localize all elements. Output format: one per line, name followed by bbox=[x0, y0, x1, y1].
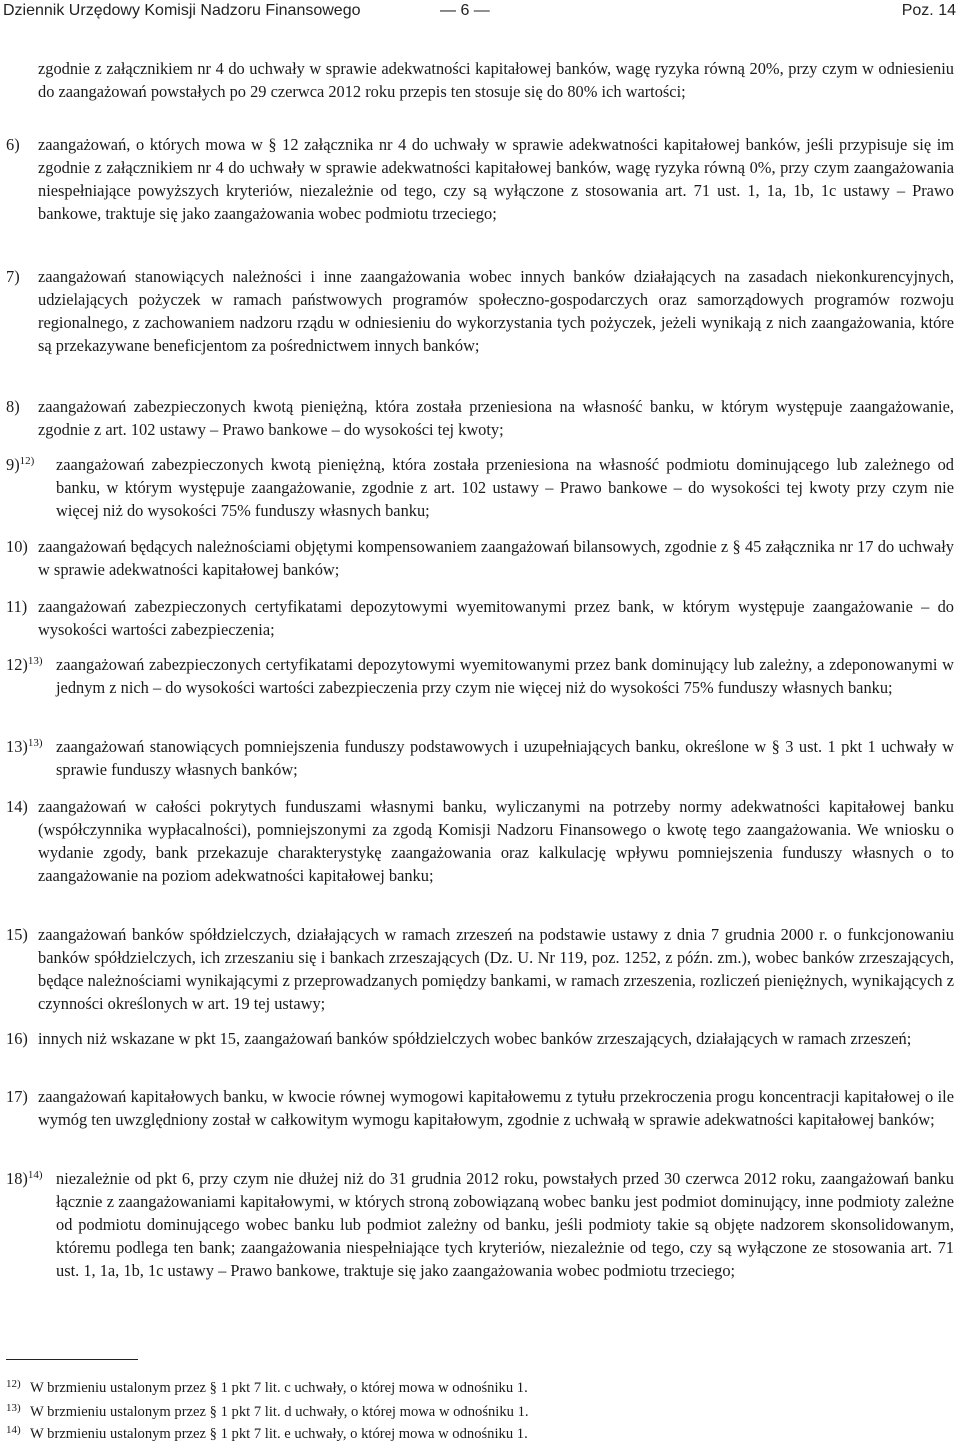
item-number: 15) bbox=[6, 925, 28, 944]
footnote-13 bbox=[6, 1402, 946, 1422]
footnote-divider bbox=[6, 1359, 138, 1360]
list-item-18 bbox=[6, 1167, 954, 1282]
item-number: 8) bbox=[6, 397, 20, 416]
item-text: zaangażowań zabezpieczonych certyfikatami depozytowymi wyemitowanymi przez bank dominujący lub zależny, a zdeponowanymi w jednym z nich – do wysokości wartości zabezpieczenia przy czym nie więcej niż do wysokości 75% funduszy własnych banku; bbox=[56, 655, 954, 697]
list-item-6 bbox=[6, 133, 954, 225]
list-item-16 bbox=[6, 1027, 954, 1050]
list-item-15 bbox=[6, 923, 954, 1015]
item-number: 17) bbox=[6, 1087, 28, 1106]
intro-paragraph: zgodnie z załącznikiem nr 4 do uchwały w sprawie adekwatności kapitałowej banków, wagę ryzyka równą 20%, przy czym w odniesieniu do zaangażowań powstałych po 29 czerwca 2012 roku przepis ten stosuje się do 80% ich wartości; bbox=[38, 59, 954, 101]
list-item-17 bbox=[6, 1085, 954, 1131]
item-text: zaangażowań stanowiących należności i inne zaangażowania wobec innych banków działających na zasadach niekonkurencyjnych, udzielających pożyczek w ramach państwowych programów społeczno-gospodarczych oraz samorządowych programów rozwoju regionalnego, z zachowaniem nadzoru rządu w odniesieniu do wykorzystania tych pożyczek, jeżeli wynikają z nich zaangażowania, które są przekazywane beneficjentom za pośrednictwem innych banków; bbox=[38, 267, 954, 355]
list-item-9 bbox=[6, 453, 954, 522]
footnote-number: 12) bbox=[6, 1378, 21, 1390]
footnote-14 bbox=[6, 1424, 946, 1444]
item-text: zaangażowań banków spółdzielczych, działających w ramach zrzeszeń na podstawie ustawy z dnia 7 grudnia 2000 r. o funkcjonowaniu banków spółdzielczych, ich zrzeszaniu się i bankach zrzeszających (Dz. U. Nr 119, poz. 1252, z późn. zm.), wobec banków zrzeszających, będące należnościami wynikającymi z przeprowadzanych pomiędzy bankami, w ramach zrzeszenia, rozliczeń pieniężnych, wynikających z czynności określonych w art. 19 tej ustawy; bbox=[38, 925, 954, 1013]
item-number: 10) bbox=[6, 537, 28, 556]
list-item-13 bbox=[6, 735, 954, 781]
item-text: zaangażowań zabezpieczonych kwotą pieniężną, która została przeniesiona na własność banku, w którym występuje zaangażowanie, zgodnie z art. 102 ustawy – Prawo bankowe – do wysokości tej kwoty; bbox=[38, 397, 954, 439]
list-item-12 bbox=[6, 653, 954, 699]
list-item-14 bbox=[6, 795, 954, 887]
item-number: 11) bbox=[6, 597, 28, 616]
item-text: zaangażowań w całości pokrytych funduszami własnymi banku, wyliczanymi na potrzeby normy adekwatności kapitałowej banku (współczynnika wypłacalności), pomniejszonymi za zgodą Komisji Nadzoru Finansowego o kwotę tego zaangażowania. We wniosku o wydanie zgody, bank przekazuje charakterystykę zaangażowania oraz kalkulację wpływu pomniejszenia funduszy własnych o to zaangażowanie na poziom adekwatności kapitałowej banku; bbox=[38, 797, 954, 885]
item-number: 18)$^{14)}$ bbox=[6, 1169, 43, 1188]
item-text: zaangażowań stanowiących pomniejszenia funduszy podstawowych i uzupełniających banku, określone w § 3 ust. 1 pkt 1 uchwały w sprawie funduszy własnych banków; bbox=[56, 737, 954, 779]
item-number: 16) bbox=[6, 1029, 28, 1048]
item-text: zaangażowań kapitałowych banku, w kwocie równej wymogowi kapitałowemu z tytułu przekroczenia progu koncentracji kapitałowej o ile wymóg ten uwzględniony został w całkowitym wymogu kapitałowym, zgodnie z uchwałą w sprawie adekwatności kapitałowej banków; bbox=[38, 1087, 954, 1129]
list-item-11 bbox=[6, 595, 954, 641]
item-text: niezależnie od pkt 6, przy czym nie dłużej niż do 31 grudnia 2012 roku, powstałych przed 30 czerwca 2012 roku, zaangażowań banku łącznie z zaangażowaniami kapitałowymi, w których stroną zobowiązaną wobec banku jest podmiot dominujący, inne podmioty zależne od podmiotu dominującego wobec banku lub podmiot zależny od banku, jeśli podmioty takie są objęte nadzorem skonsolidowanym, któremu podlega ten bank; zaangażowania niespełniające tych kryteriów, niezależnie od tego, czy są wyłączone ze stosowania art. 71 ust. 1, 1a, 1b, 1c ustawy – Prawo bankowe, traktuje się jako zaangażowania wobec podmiotu trzeciego; bbox=[56, 1169, 954, 1280]
list-item-8 bbox=[6, 395, 954, 441]
footnote-number: 13) bbox=[6, 1402, 21, 1414]
item-number: 14) bbox=[6, 797, 28, 816]
item-number: 9)$^{12)}$ bbox=[6, 455, 35, 474]
journal-title: Dziennik Urzędowy Komisji Nadzoru Finansowego bbox=[3, 2, 361, 19]
item-number: 7) bbox=[6, 267, 20, 286]
page-number: — 6 — bbox=[440, 2, 490, 19]
page-header bbox=[0, 0, 960, 22]
footnote-12 bbox=[6, 1378, 946, 1398]
item-number: 6) bbox=[6, 135, 20, 154]
item-text: innych niż wskazane w pkt 15, zaangażowań banków spółdzielczych wobec banków zrzeszających, działających w ramach zrzeszeń; bbox=[38, 1029, 912, 1048]
footnote-text: W brzmieniu ustalonym przez § 1 pkt 7 lit. d uchwały, o której mowa w odnośniku 1. bbox=[30, 1404, 529, 1420]
position-number: Poz. 14 bbox=[901, 2, 956, 19]
list-item-7 bbox=[6, 265, 954, 357]
footnote-text: W brzmieniu ustalonym przez § 1 pkt 7 lit. c uchwały, o której mowa w odnośniku 1. bbox=[30, 1380, 528, 1396]
item-text: zaangażowań zabezpieczonych certyfikatami depozytowymi wyemitowanymi przez bank, w którym występuje zaangażowanie – do wysokości wartości zabezpieczenia; bbox=[38, 597, 954, 639]
item-text: zaangażowań zabezpieczonych kwotą pieniężną, która została przeniesiona na własność podmiotu dominującego lub zależnego od banku, w którym występuje zaangażowanie, zgodnie z art. 102 ustawy – Prawo bankowe – do wysokości tej kwoty przy czym nie więcej niż do wysokości 75% funduszy własnych banku; bbox=[56, 455, 954, 520]
item-number: 12)$^{13)}$ bbox=[6, 655, 43, 674]
item-text: zaangażowań będących należnościami objętymi kompensowaniem zaangażowań bilansowych, zgodnie z § 45 załącznika nr 17 do uchwały w sprawie adekwatności kapitałowej banków; bbox=[38, 537, 954, 579]
footnote-text: W brzmieniu ustalonym przez § 1 pkt 7 lit. e uchwały, o której mowa w odnośniku 1. bbox=[30, 1426, 528, 1442]
item-text: zaangażowań, o których mowa w § 12 załącznika nr 4 do uchwały w sprawie adekwatności kapitałowej banków, jeśli przypisuje się im zgodnie z załącznikiem nr 4 do uchwały w sprawie adekwatności kapitałowej banków, wagę ryzyka równą 0%, przy czym zaangażowania niespełniające powyższych kryteriów, niezależnie od tego, czy są wyłączone z stosowania art. 71 ust. 1, 1a, 1b, 1c ustawy – Prawo bankowe, traktuje się jako zaangażowania wobec podmiotu trzeciego; bbox=[38, 135, 954, 223]
list-item-10 bbox=[6, 535, 954, 581]
footnote-number: 14) bbox=[6, 1424, 21, 1436]
item-number: 13)$^{13)}$ bbox=[6, 737, 43, 756]
